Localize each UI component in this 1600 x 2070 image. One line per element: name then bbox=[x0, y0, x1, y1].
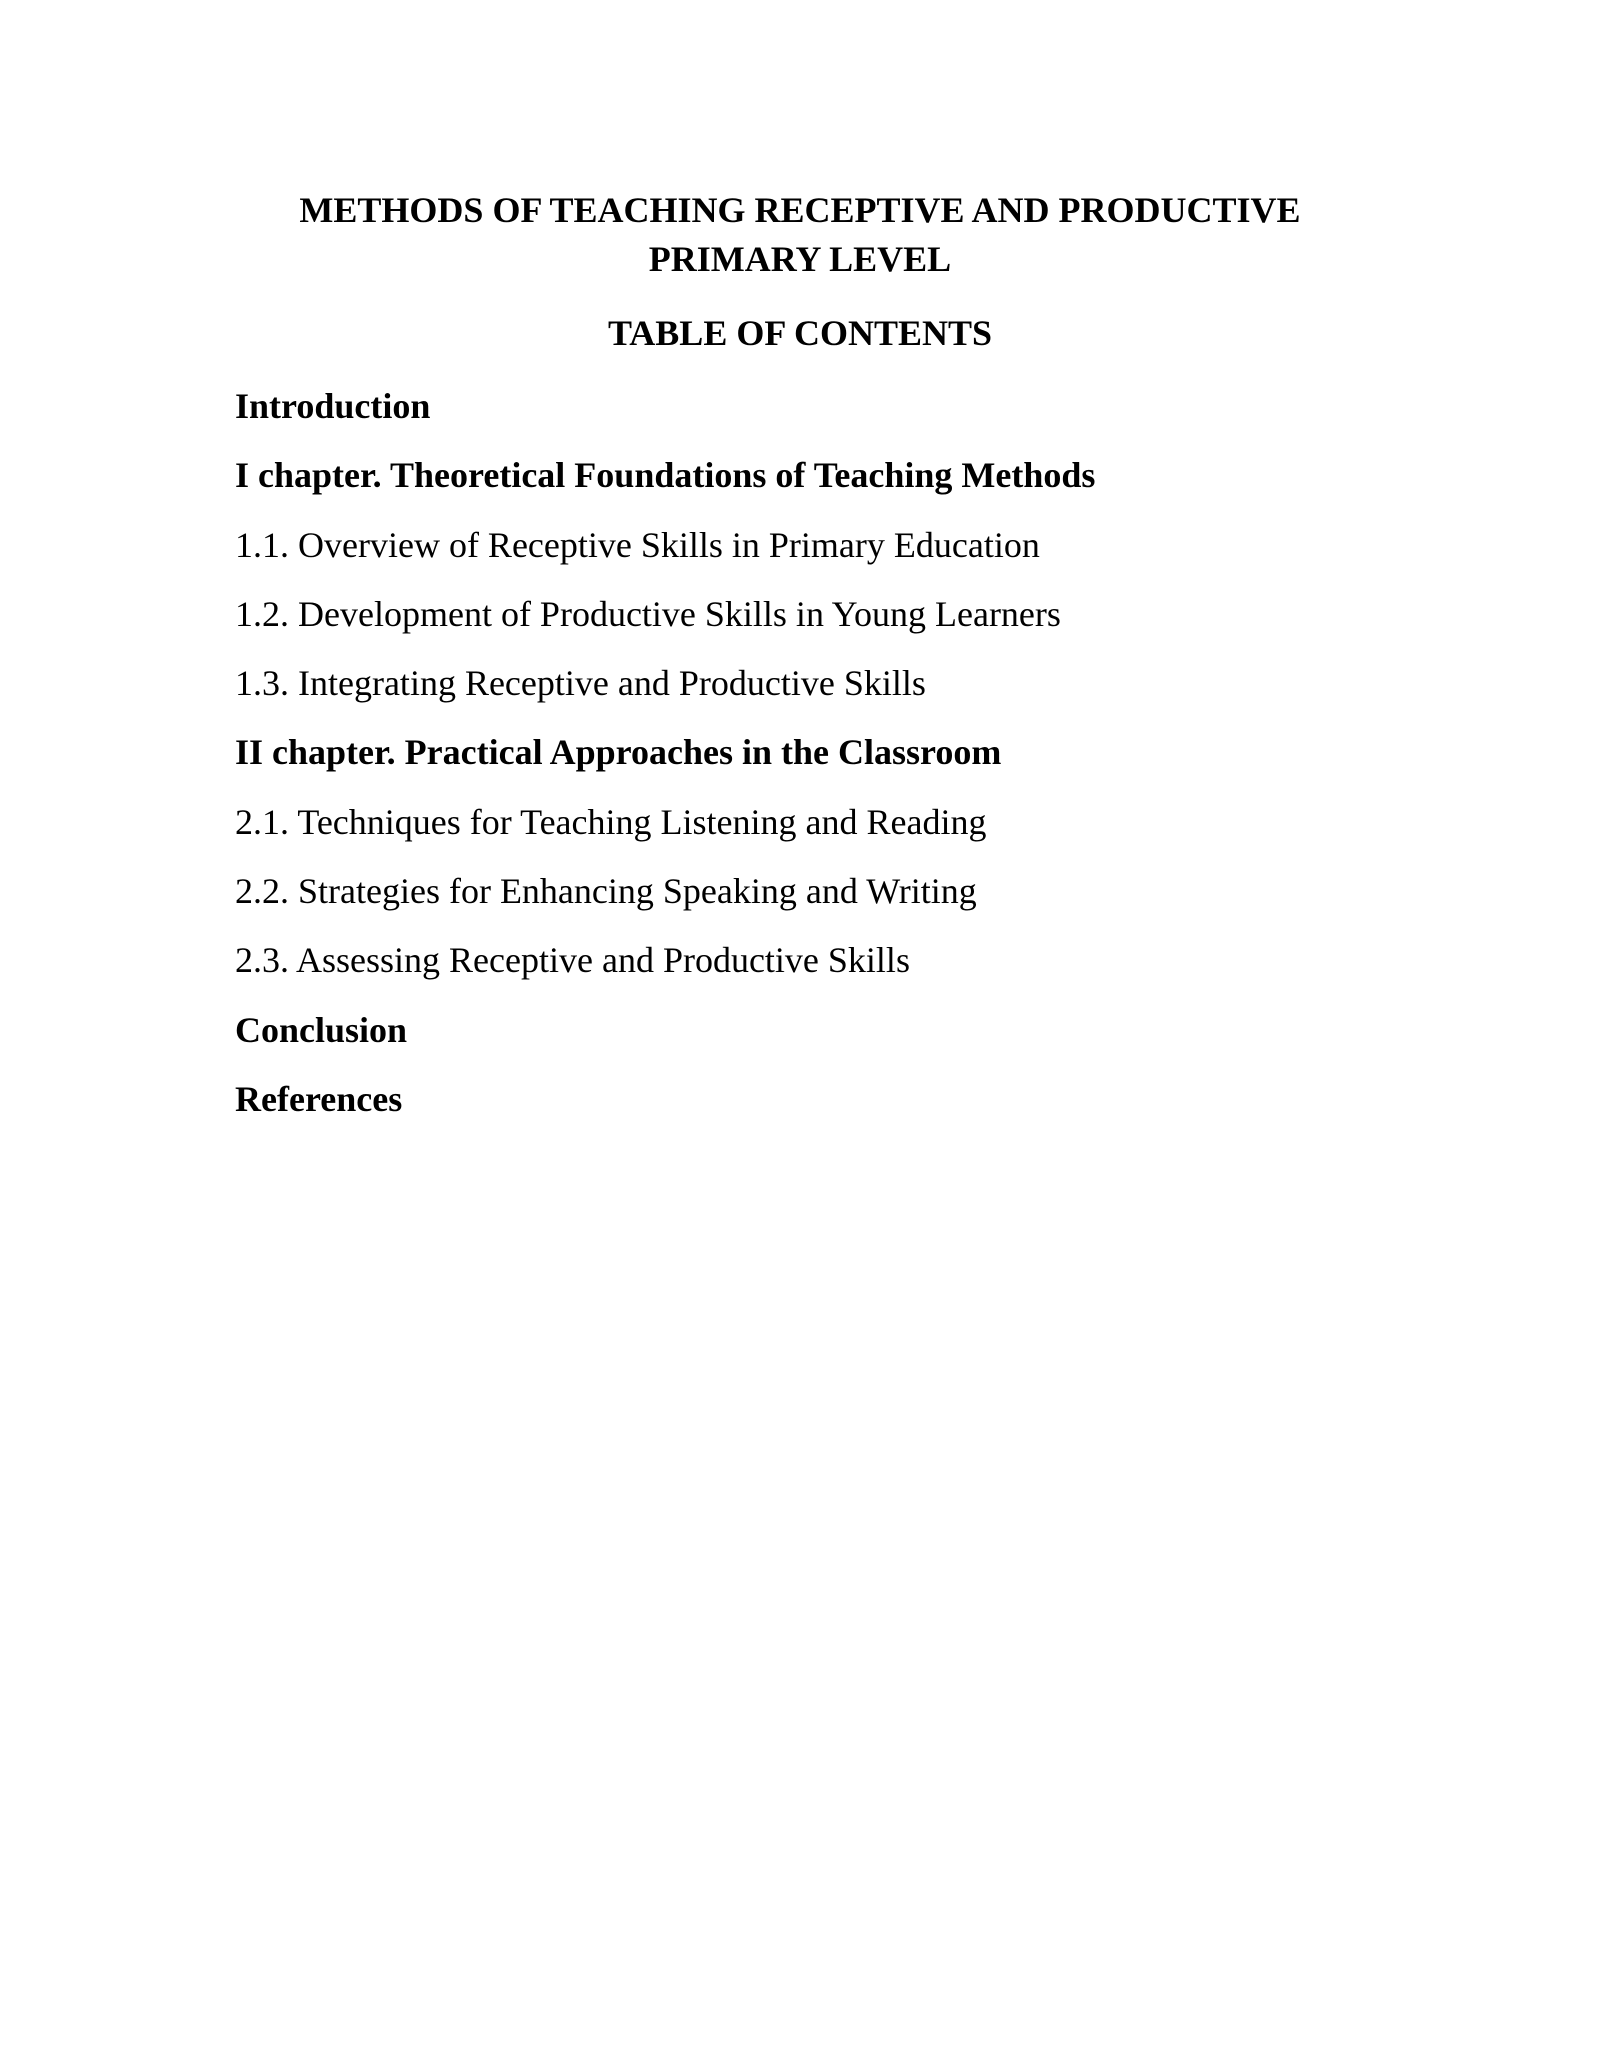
toc-entry-references: References bbox=[235, 1078, 403, 1119]
toc-entry-1-2: 1.2. Development of Productive Skills in Young Learners bbox=[235, 593, 1061, 634]
toc-entry-chapter-1: I chapter. Theoretical Foundations of Teaching Methods bbox=[235, 455, 1096, 496]
toc-entry-1-3: 1.3. Integrating Receptive and Productive Skills bbox=[235, 663, 926, 704]
toc-heading: TABLE OF CONTENTS bbox=[607, 313, 993, 353]
document-title bbox=[0, 186, 1600, 284]
toc-entry-2-2: 2.2. Strategies for Enhancing Speaking and Writing bbox=[235, 871, 977, 912]
title-line-1: METHODS OF TEACHING RECEPTIVE AND PRODUCTIVE bbox=[299, 190, 1301, 230]
title-line-2: PRIMARY LEVEL bbox=[648, 239, 952, 279]
toc-entry-chapter-2: II chapter. Practical Approaches in the Classroom bbox=[235, 732, 1002, 773]
toc-entry-2-1: 2.1. Techniques for Teaching Listening and Reading bbox=[235, 801, 987, 842]
toc-entry-1-1: 1.1. Overview of Receptive Skills in Primary Education bbox=[235, 524, 1040, 565]
toc-list bbox=[235, 382, 1435, 1144]
toc-entry-2-3: 2.3. Assessing Receptive and Productive Skills bbox=[235, 940, 910, 981]
toc-entry-introduction: Introduction bbox=[235, 386, 431, 426]
toc-entry-conclusion: Conclusion bbox=[235, 1009, 408, 1050]
